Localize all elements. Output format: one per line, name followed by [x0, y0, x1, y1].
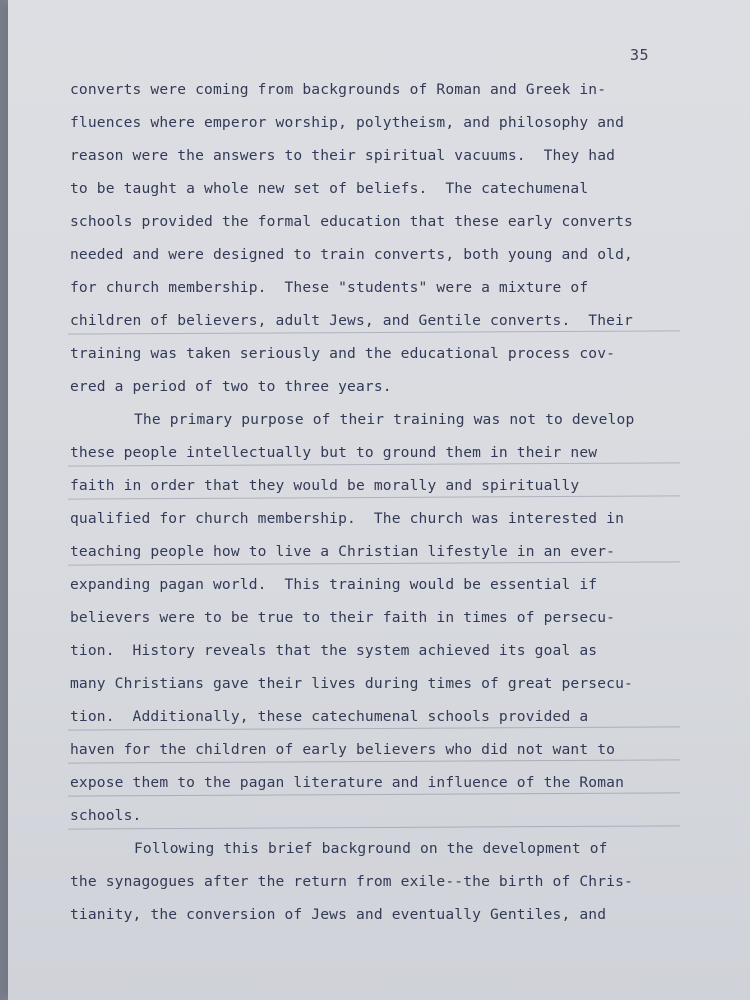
text-line: ered a period of two to three years.: [70, 378, 392, 395]
page-number: 35: [630, 46, 650, 64]
text-line: expose them to the pagan literature and influence of the Roman: [70, 766, 700, 799]
text-line: to be taught a whole new set of beliefs. The catechumenal: [70, 180, 589, 197]
text-line: tion. History reveals that the system achieved its goal as: [70, 642, 598, 659]
text-line: for church membership. These "students" were a mixture of: [70, 279, 589, 296]
text-line: qualified for church membership. The church was interested in: [70, 510, 625, 527]
text-line: schools.: [70, 799, 700, 832]
text-line: children of believers, adult Jews, and Gentile converts. Their: [70, 304, 700, 337]
text-line: believers were to be true to their faith in times of persecu-: [70, 609, 616, 626]
text-line: needed and were designed to train converts, both young and old,: [70, 246, 633, 263]
body-text: [70, 73, 700, 931]
text-line: teaching people how to live a Christian lifestyle in an ever-: [70, 535, 700, 568]
text-line: tianity, the conversion of Jews and eventually Gentiles, and: [70, 906, 607, 923]
text-line: haven for the children of early believers who did not want to: [70, 733, 700, 766]
text-line: the synagogues after the return from exile--the birth of Chris-: [70, 873, 633, 890]
text-line: faith in order that they would be morally and spiritually: [70, 469, 700, 502]
text-line: expanding pagan world. This training would be essential if: [70, 576, 598, 593]
text-line: reason were the answers to their spiritual vacuums. They had: [70, 147, 616, 164]
text-line: schools provided the formal education that these early converts: [70, 213, 633, 230]
text-line: fluences where emperor worship, polytheism, and philosophy and: [70, 114, 625, 131]
text-line: converts were coming from backgrounds of Roman and Greek in-: [70, 81, 607, 98]
text-line: tion. Additionally, these catechumenal schools provided a: [70, 700, 700, 733]
text-line: Following this brief background on the development of: [134, 840, 608, 857]
text-line: The primary purpose of their training was not to develop: [134, 411, 635, 428]
text-line: training was taken seriously and the educational process cov-: [70, 345, 616, 362]
text-line: many Christians gave their lives during times of great persecu-: [70, 675, 633, 692]
text-line: these people intellectually but to ground them in their new: [70, 436, 700, 469]
